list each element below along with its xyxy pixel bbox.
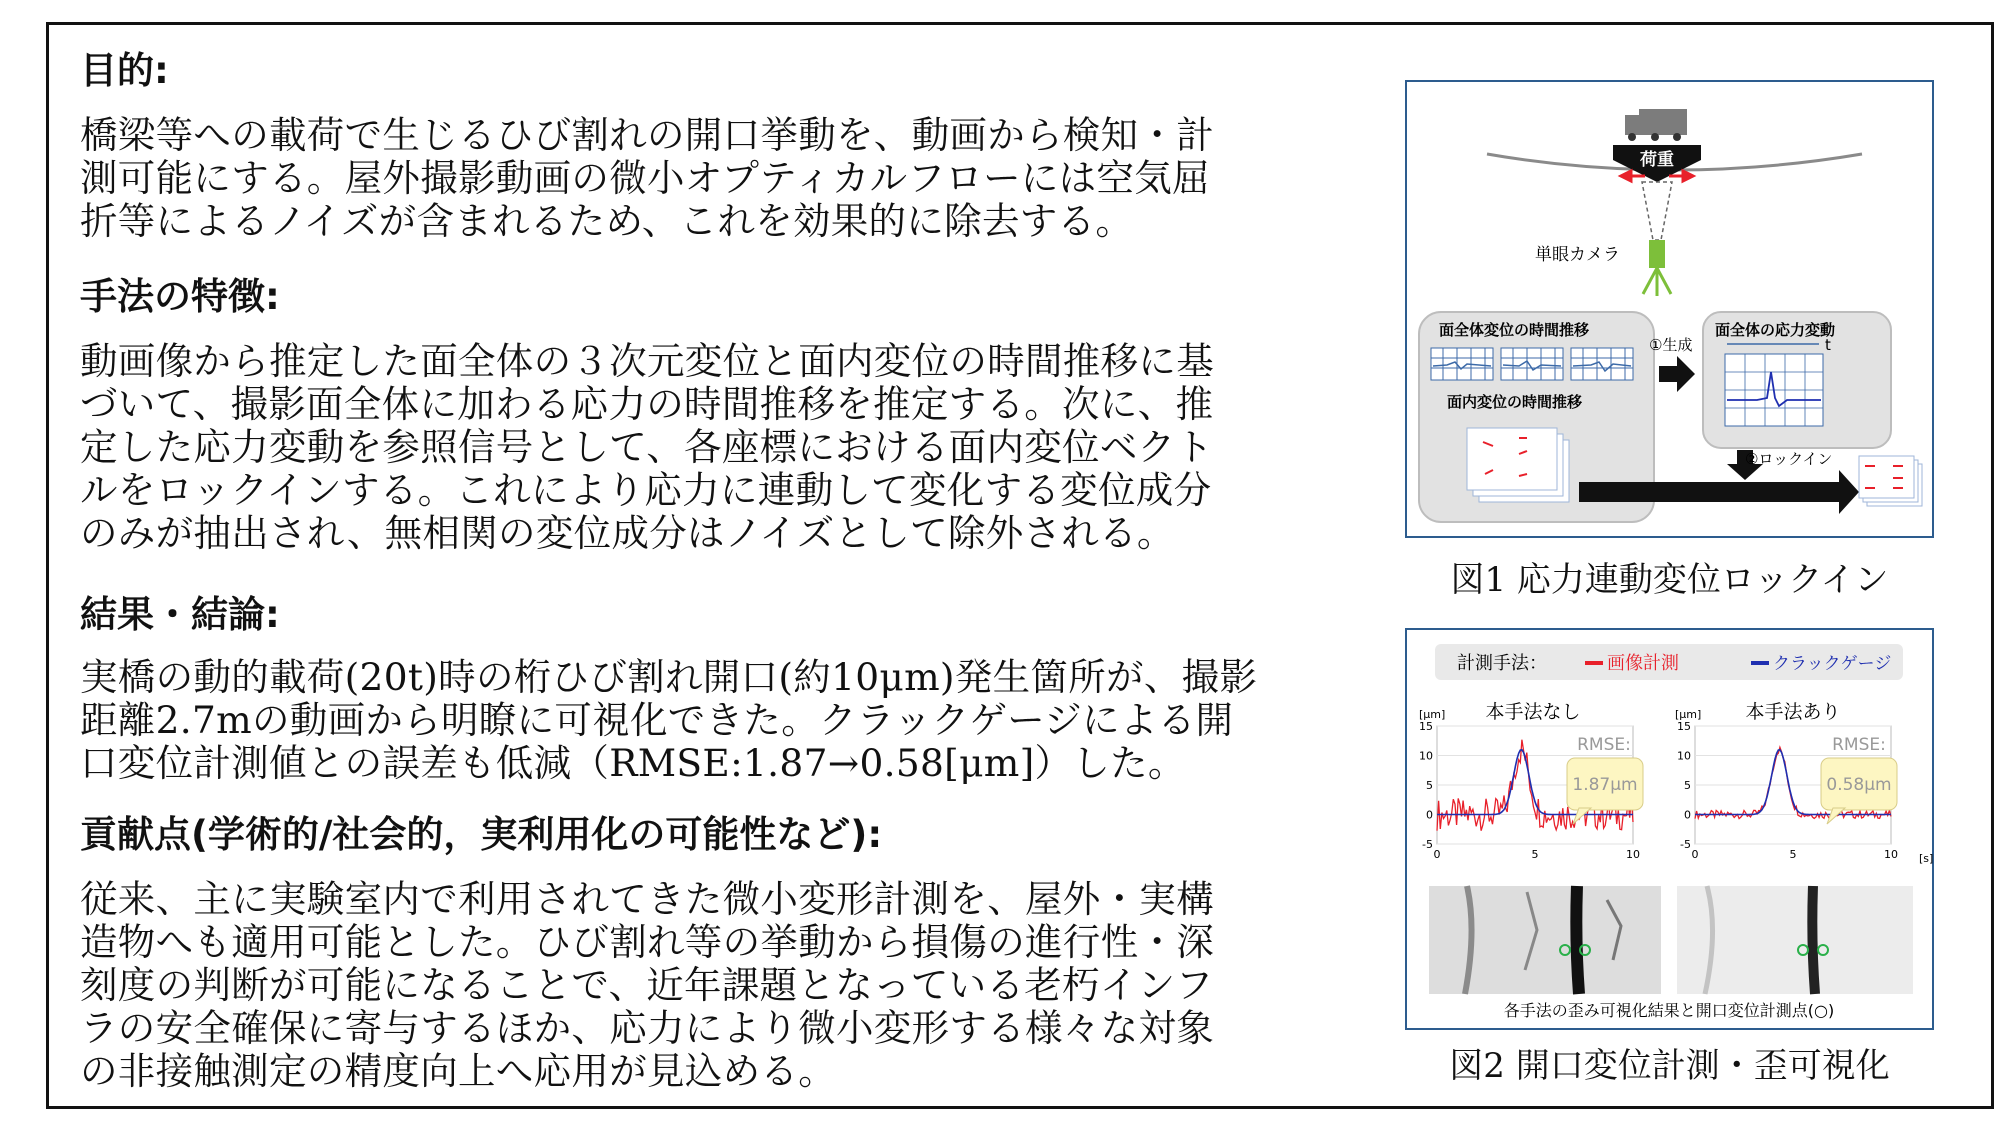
inplane-vector-frames (1467, 428, 1569, 502)
x-unit: [s] (1919, 852, 1934, 865)
figure1-box (1405, 80, 1934, 538)
camera-view-cone (1642, 182, 1672, 240)
contribution-line: 造物へも適用可能とした。ひび割れ等の挙動から損傷の進行性・深 (80, 920, 1214, 964)
left-y-tick: 0 (1426, 808, 1433, 822)
right-x-tick: 5 (1789, 848, 1797, 861)
left-x-tick: 10 (1626, 848, 1640, 861)
locked-in-vector-frames (1859, 456, 1922, 506)
panel-inplane-title: 面内変位の時間推移 (1447, 393, 1583, 411)
image-caption: 各手法の歪み可視化結果と開口変位計測点(○) (1503, 1001, 1835, 1020)
method-line: づいて、撮影面全体に加わる応力の時間推移を推定する。次に、推 (80, 382, 1214, 426)
camera-label: 単眼カメラ (1535, 245, 1620, 265)
purpose-line: 橋梁等への載荷で生じるひび割れの開口挙動を、動画から検知・計 (80, 113, 1214, 157)
method-paragraph (80, 340, 1214, 555)
left-y-tick: 10 (1419, 749, 1433, 763)
contribution-line: 従来、主に実験室内で利用されてきた微小変形計測を、屋外・実構 (80, 877, 1214, 921)
truck-icon (1625, 109, 1687, 141)
method-line: 定した応力変動を参照信号として、各座標における面内変位ベクト (80, 425, 1214, 469)
step2-label: ②ロックイン (1745, 450, 1833, 468)
method-line: のみが抽出され、無相関の変位成分はノイズとして除外される。 (80, 511, 1175, 555)
figure2-box (1405, 628, 1934, 1030)
left-x-tick: 5 (1531, 848, 1539, 861)
results-paragraph (80, 656, 1257, 785)
purpose-line: 測可能にする。屋外撮影動画の微小オプティカルフローには空気屈 (80, 156, 1210, 200)
results-line: 口変位計測値との誤差も低減（RMSE:1.87→0.58[μm]）した。 (80, 741, 1186, 785)
left-y-tick: 5 (1426, 779, 1433, 792)
figure2-chart (1407, 630, 1934, 1027)
panel-stress-title: 面全体の応力変動 (1715, 321, 1836, 339)
strain-image-left (1429, 886, 1661, 994)
contribution-line: の非接触測定の精度向上へ応用が見込める。 (80, 1049, 836, 1093)
purpose-paragraph (80, 114, 1214, 243)
right-y-tick: 5 (1684, 779, 1691, 792)
left-y-tick: -5 (1422, 838, 1433, 851)
figure1-caption: 図1 応力連動変位ロックイン (1450, 560, 1889, 600)
contribution-line: ラの安全確保に寄与するほか、応力により微小変形する様々な対象 (80, 1006, 1214, 1050)
right-x-tick: 0 (1691, 848, 1699, 861)
contribution-line: 刻度の判断が可能になることで、近年課題となっている老朽インフ (80, 963, 1214, 1007)
y-unit-left: [μm] (1419, 708, 1446, 721)
contribution-heading: 貢献点(学術的/社会的，実利用化の可能性など): (80, 813, 883, 856)
purpose-heading: 目的: (80, 49, 169, 92)
purpose-line: 折等によるノイズが含まれるため、これを効果的に除去する。 (80, 199, 1134, 243)
load-label: 荷重 (1640, 150, 1674, 170)
left-x-tick: 0 (1433, 848, 1441, 861)
right-y-tick: -5 (1680, 838, 1691, 851)
right-y-tick: 15 (1677, 720, 1691, 733)
rmse-value-left: 1.87μm (1572, 775, 1638, 795)
results-line: 実橋の動的載荷(20t)時の桁ひび割れ開口(約10μm)発生箇所が、撮影 (80, 655, 1258, 699)
rmse-value-right: 0.58μm (1826, 775, 1892, 795)
right-y-tick: 10 (1677, 749, 1691, 763)
rmse-label-left: RMSE: (1577, 735, 1631, 755)
right-x-tick: 10 (1884, 848, 1898, 861)
rmse-label-right: RMSE: (1832, 735, 1886, 755)
legend-prefix: 計測手法： (1457, 653, 1547, 674)
results-heading: 結果・結論: (80, 593, 280, 636)
generate-arrow-icon (1659, 356, 1695, 392)
contribution-paragraph (80, 878, 1214, 1093)
legend-gauge-label: クラックゲージ (1773, 654, 1892, 674)
left-y-tick: 15 (1419, 720, 1433, 733)
results-line: 距離2.7mの動画から明瞭に可視化できた。クラックゲージによる開 (80, 698, 1234, 742)
time-symbol: t (1825, 336, 1831, 354)
method-line: ルをロックインする。これにより応力に連動して変化する変位成分 (80, 468, 1212, 512)
camera-icon (1643, 240, 1671, 296)
strain-image-right (1677, 886, 1913, 994)
panel-full-title: 面全体変位の時間推移 (1439, 321, 1590, 339)
figure1-diagram (1407, 82, 1931, 535)
right-y-tick: 0 (1684, 808, 1691, 822)
figure2-caption: 図2 開口変位計測・歪可視化 (1449, 1046, 1890, 1086)
plot-left-title: 本手法なし (1485, 701, 1581, 723)
plot-right-title: 本手法あり (1745, 701, 1841, 723)
y-unit-right: [μm] (1675, 708, 1702, 721)
method-heading: 手法の特徴: (80, 275, 280, 318)
method-line: 動画像から推定した面全体の３次元変位と面内変位の時間推移に基 (80, 339, 1214, 383)
step1-label: ①生成 (1649, 336, 1693, 354)
full-displacement-plots (1431, 348, 1633, 380)
legend-image-label: 画像計測 (1607, 653, 1679, 674)
